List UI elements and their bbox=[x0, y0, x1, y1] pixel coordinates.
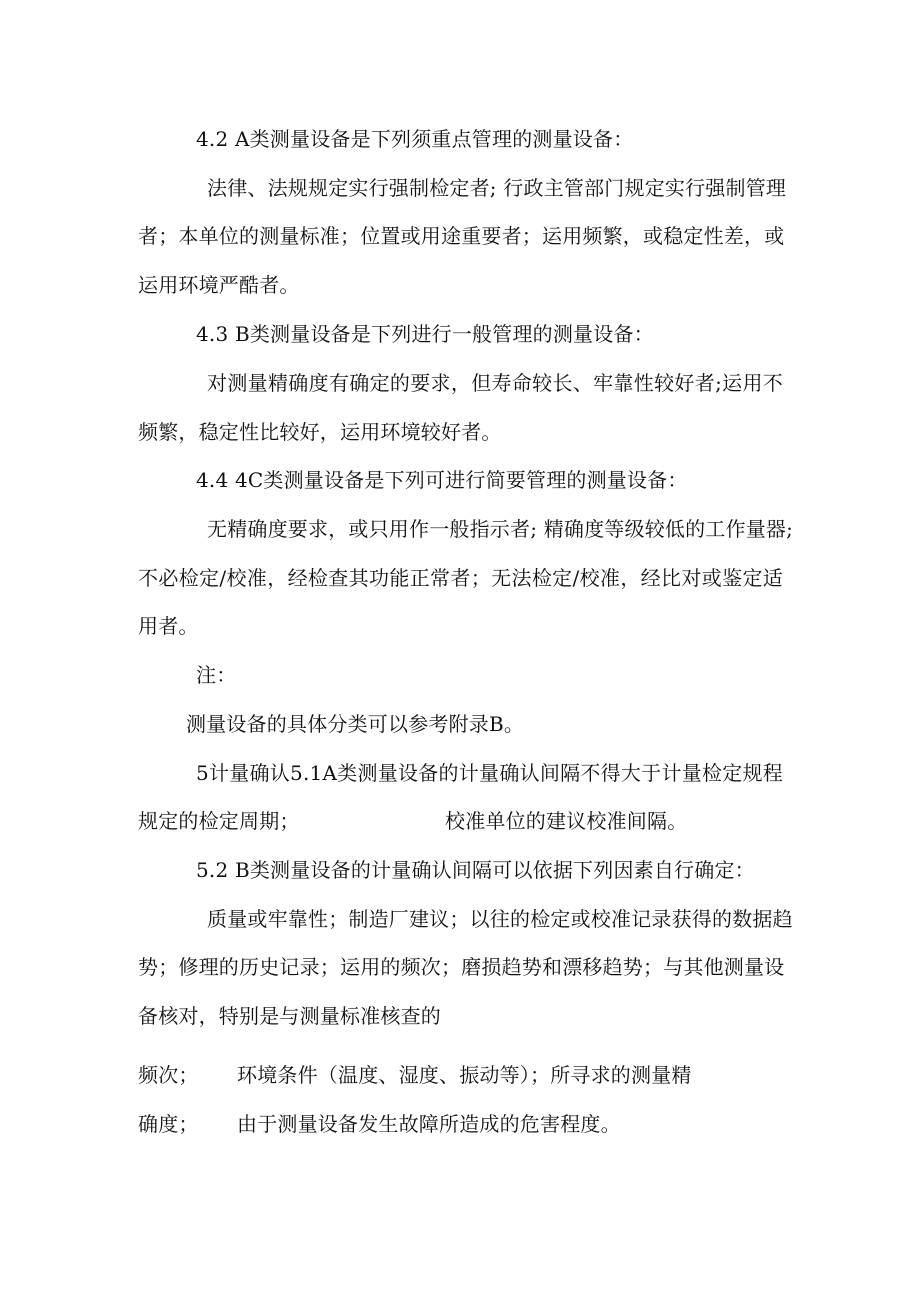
section-5-2-body-line-2: 势；修理的历史记录；运用的频次；磨损趋势和漂移趋势；与其他测量设 bbox=[138, 955, 785, 979]
section-4-4-body-line-2: 不必检定/校准，经检查其功能正常者；无法检定/校准，经比对或鉴定适 bbox=[138, 566, 783, 590]
section-5-2-body-line-4-right: 环境条件（温度、湿度、振动等）；所寻求的测量精 bbox=[237, 1063, 692, 1087]
section-4-2-body-line-1: 法律、法规规定实行强制检定者; 行政主管部门规定实行强制管理 bbox=[207, 176, 787, 200]
section-4-4-body-line-1: 无精确度要求，或只用作一般指示者; 精确度等级较低的工作量器; bbox=[207, 517, 794, 541]
section-5-line-1: 5计量确认5.1A类测量设备的计量确认间隔不得大于计量检定规程 bbox=[196, 761, 783, 785]
section-5-2-body-line-5-right: 由于测量设备发生故障所造成的危害程度。 bbox=[237, 1112, 621, 1136]
section-4-2-heading: 4.2 A类测量设备是下列须重点管理的测量设备： bbox=[196, 127, 634, 151]
note-text: 测量设备的具体分类可以参考附录B。 bbox=[186, 712, 525, 736]
section-5-2-body-line-4-left: 频次； bbox=[138, 1063, 199, 1087]
section-5-2-body-line-3: 备核对，特别是与测量标准核查的 bbox=[138, 1004, 441, 1028]
section-4-3-heading: 4.3 B类测量设备是下列进行一般管理的测量设备： bbox=[196, 322, 654, 346]
section-5-2-heading: 5.2 B类测量设备的计量确认间隔可以依据下列因素自行确定： bbox=[196, 858, 755, 882]
section-5-2-body-line-1: 质量或牢靠性；制造厂建议；以往的检定或校准记录获得的数据趋 bbox=[207, 907, 793, 931]
section-5-2-body-line-5-left: 确度； bbox=[138, 1112, 199, 1136]
section-4-2-body-line-3: 运用环境严酷者。 bbox=[138, 273, 300, 297]
section-5-line-2-right: 校准单位的建议校准间隔。 bbox=[445, 809, 688, 833]
section-4-4-body-line-3: 用者。 bbox=[138, 614, 199, 638]
section-4-4-heading: 4.4 4C类测量设备是下列可进行简要管理的测量设备： bbox=[196, 468, 688, 492]
section-4-2-body-line-2: 者；本单位的测量标准；位置或用途重要者；运用频繁，或稳定性差，或 bbox=[138, 224, 785, 248]
note-label: 注： bbox=[196, 663, 237, 687]
section-5-line-2-left: 规定的检定周期； bbox=[138, 809, 300, 833]
section-4-3-body-line-2: 频繁，稳定性比较好，运用环境较好者。 bbox=[138, 420, 502, 444]
section-4-3-body-line-1: 对测量精确度有确定的要求，但寿命较长、牢靠性较好者;运用不 bbox=[207, 371, 783, 395]
